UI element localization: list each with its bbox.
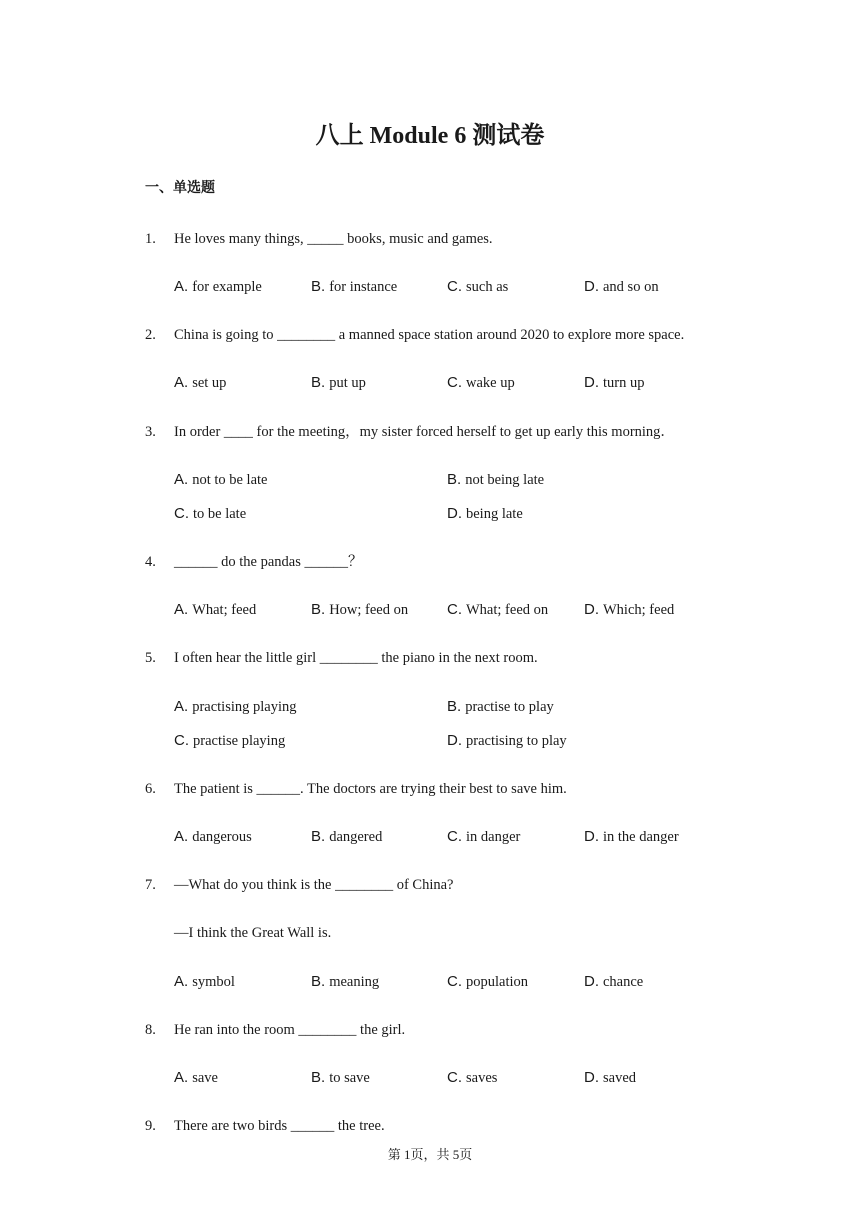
option-a[interactable]: A. save [174,1069,218,1086]
option-d[interactable]: D. turn up [584,374,645,391]
option-a[interactable]: A. set up [174,374,227,391]
question-number: 3. [145,424,156,440]
option-d[interactable]: D. chance [584,973,644,990]
option-c[interactable]: C. wake up [447,374,515,391]
option-c[interactable]: C. such as [447,278,509,295]
option-b[interactable]: B. put up [311,374,366,391]
options-row [174,697,734,717]
question-number: 4. [145,554,156,570]
option-c[interactable]: C. to be late [174,505,247,522]
options-row [174,470,734,490]
options-row [174,373,734,393]
options-row [174,827,734,847]
question-number: 5. [145,650,156,666]
option-b[interactable]: B. to save [311,1069,370,1086]
question-number: 7. [145,877,156,893]
option-a[interactable]: A. What; feed [174,601,257,618]
question-text: ______ do the pandas ______？ [174,554,363,570]
option-d[interactable]: D. being late [447,505,523,522]
question-text: —I think the Great Wall is. [174,925,332,941]
option-a[interactable]: A. dangerous [174,828,252,845]
options-row [174,504,734,524]
option-c[interactable]: C. in danger [447,828,521,845]
question-number: 8. [145,1022,156,1038]
question-text: There are two birds ______ the tree. [174,1118,385,1134]
option-a[interactable]: A. symbol [174,973,235,990]
question-text: In order ____ for the meeting，my sister forced herself to get up early this morning． [174,424,675,440]
option-d[interactable]: D. saved [584,1069,637,1086]
option-c[interactable]: C. practise playing [174,732,286,749]
question-text: —What do you think is the ________ of China? [174,877,454,893]
question-text: I often hear the little girl ________ the piano in the next room. [174,650,538,666]
options-row [174,731,734,751]
options-row [174,972,734,992]
option-c[interactable]: C. saves [447,1069,498,1086]
option-b[interactable]: B. not being late [447,471,545,488]
option-d[interactable]: D. Which; feed [584,601,675,618]
option-b[interactable]: B. How; feed on [311,601,409,618]
options-row [174,1068,734,1088]
section-heading: 一、单选题 [145,180,215,196]
option-b[interactable]: B. dangered [311,828,383,845]
question-number: 2. [145,327,156,343]
option-a[interactable]: A. not to be late [174,471,268,488]
question-number: 9. [145,1118,156,1134]
option-d[interactable]: D. and so on [584,278,659,295]
option-d[interactable]: D. in the danger [584,828,679,845]
options-row [174,600,734,620]
option-c[interactable]: C. population [447,973,529,990]
question-text: He loves many things, _____ books, music and games. [174,231,493,247]
option-b[interactable]: B. practise to play [447,698,554,715]
option-b[interactable]: B. for instance [311,278,398,295]
question-text: China is going to ________ a manned space station around 2020 to explore more space. [174,327,685,343]
option-a[interactable]: A. for example [174,278,262,295]
option-b[interactable]: B. meaning [311,973,380,990]
page-title: 八上 Module 6 测试卷 [315,123,545,149]
option-d[interactable]: D. practising to play [447,732,567,749]
options-row [174,277,734,297]
question-number: 6. [145,781,156,797]
option-c[interactable]: C. What; feed on [447,601,549,618]
option-a[interactable]: A. practising playing [174,698,297,715]
question-text: He ran into the room ________ the girl. [174,1022,406,1038]
page-footer: 第 1页，共 5页 [387,1147,473,1162]
question-text: The patient is ______. The doctors are trying their best to save him. [174,781,567,797]
question-number: 1. [145,231,156,247]
